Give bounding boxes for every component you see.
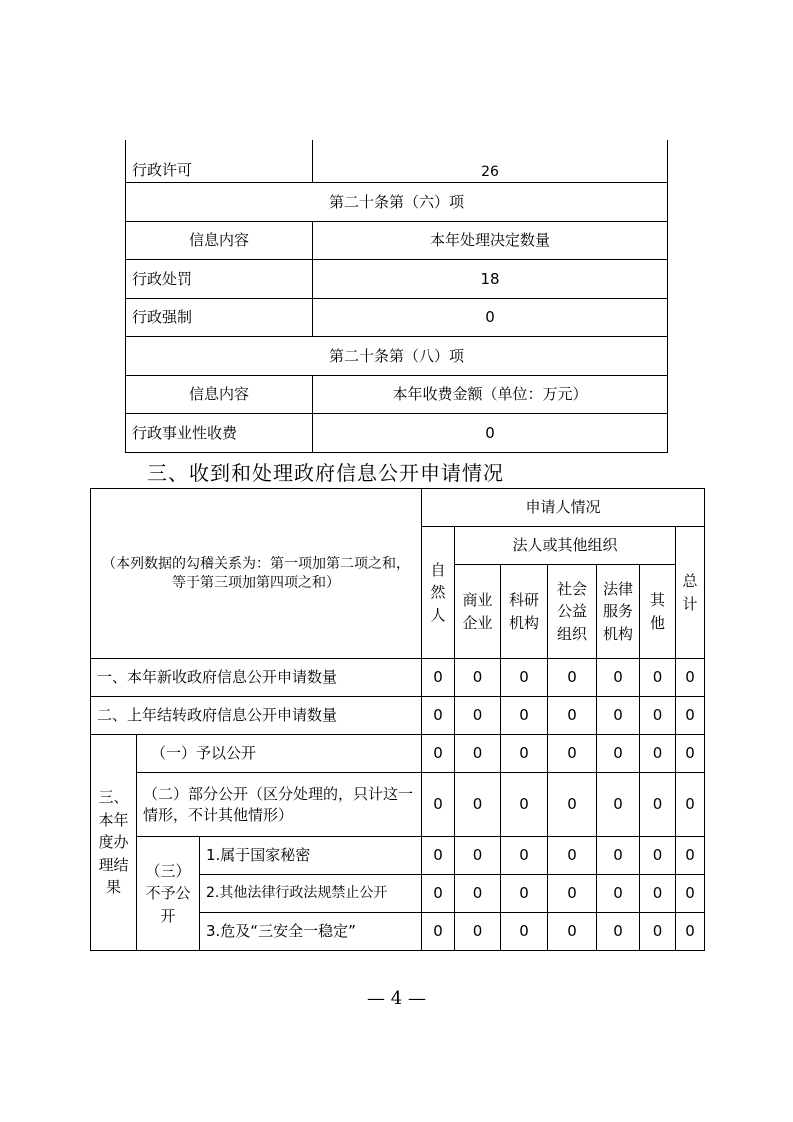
disclosure-table-continued xyxy=(125,140,668,453)
value-cell: 0 xyxy=(422,735,455,773)
value-cell: 0 xyxy=(640,697,676,735)
table-row xyxy=(126,375,668,414)
row-label: 行政强制 xyxy=(126,298,313,337)
application-stats-table xyxy=(90,488,705,951)
value-cell: 0 xyxy=(548,697,597,735)
value-cell: 0 xyxy=(548,773,597,837)
value-cell: 0 xyxy=(597,913,640,951)
col-commercial: 商业企业 xyxy=(455,565,501,659)
table-row xyxy=(126,140,668,183)
legal-entity-header: 法人或其他组织 xyxy=(455,527,676,565)
value-cell: 0 xyxy=(455,697,501,735)
value-cell: 0 xyxy=(422,875,455,913)
col-legal-service: 法律服务机构 xyxy=(597,565,640,659)
row-value: 18 xyxy=(313,260,668,299)
row-label: 一、本年新收政府信息公开申请数量 xyxy=(91,659,422,697)
row-label: （一）予以公开 xyxy=(137,735,422,773)
table-row xyxy=(91,659,705,697)
value-cell: 0 xyxy=(640,875,676,913)
value-cell: 0 xyxy=(597,735,640,773)
value-cell: 0 xyxy=(422,773,455,837)
row-value: 0 xyxy=(313,414,668,453)
value-cell: 0 xyxy=(548,875,597,913)
value-cell: 0 xyxy=(676,697,705,735)
row-label: 行政事业性收费 xyxy=(126,414,313,453)
value-cell: 0 xyxy=(676,773,705,837)
value-cell: 0 xyxy=(640,735,676,773)
total-header: 总计 xyxy=(676,527,705,659)
row-label: 1.属于国家秘密 xyxy=(200,837,422,875)
value-cell: 0 xyxy=(455,773,501,837)
value-cell: 0 xyxy=(501,697,548,735)
row-value: 0 xyxy=(313,298,668,337)
row-label: 2.其他法律行政法规禁止公开 xyxy=(200,875,422,913)
value-cell: 0 xyxy=(597,773,640,837)
column-header: 信息内容 xyxy=(126,375,313,414)
row-label: 行政处罚 xyxy=(126,260,313,299)
value-cell: 0 xyxy=(676,837,705,875)
table-row xyxy=(91,697,705,735)
col-other: 其他 xyxy=(640,565,676,659)
table-row xyxy=(91,773,705,837)
value-cell: 0 xyxy=(455,735,501,773)
row-value: 26 xyxy=(313,140,668,183)
row-label: 二、上年结转政府信息公开申请数量 xyxy=(91,697,422,735)
value-cell: 0 xyxy=(455,659,501,697)
column-header: 本年处理决定数量 xyxy=(313,221,668,260)
value-cell: 0 xyxy=(422,837,455,875)
column-header: 信息内容 xyxy=(126,221,313,260)
table-row xyxy=(91,837,705,875)
section-header: 第二十条第（六）项 xyxy=(126,183,668,222)
value-cell: 0 xyxy=(501,837,548,875)
section-header: 第二十条第（八）项 xyxy=(126,337,668,376)
page-number: — 4 — xyxy=(367,988,426,1009)
value-cell: 0 xyxy=(501,913,548,951)
row-label: 行政许可 xyxy=(126,140,313,183)
value-cell: 0 xyxy=(455,875,501,913)
value-cell: 0 xyxy=(676,659,705,697)
value-cell: 0 xyxy=(501,875,548,913)
table-row xyxy=(126,337,668,376)
value-cell: 0 xyxy=(676,875,705,913)
table-row xyxy=(126,183,668,222)
value-cell: 0 xyxy=(548,837,597,875)
value-cell: 0 xyxy=(422,697,455,735)
value-cell: 0 xyxy=(422,913,455,951)
value-cell: 0 xyxy=(501,773,548,837)
value-cell: 0 xyxy=(597,697,640,735)
section-title: 三、收到和处理政府信息公开申请情况 xyxy=(147,461,504,485)
value-cell: 0 xyxy=(597,659,640,697)
value-cell: 0 xyxy=(640,659,676,697)
table-row xyxy=(91,489,705,527)
note-cell: （本列数据的勾稽关系为：第一项加第二项之和，等于第三项加第四项之和） xyxy=(91,489,422,659)
table-row xyxy=(126,414,668,453)
row-label: （二）部分公开（区分处理的，只计这一情形，不计其他情形） xyxy=(137,773,422,837)
table-row xyxy=(91,735,705,773)
value-cell: 0 xyxy=(640,837,676,875)
value-cell: 0 xyxy=(676,913,705,951)
col-research: 科研机构 xyxy=(501,565,548,659)
value-cell: 0 xyxy=(501,735,548,773)
value-cell: 0 xyxy=(597,875,640,913)
value-cell: 0 xyxy=(676,735,705,773)
row-label: 3.危及“三安全一稳定” xyxy=(200,913,422,951)
value-cell: 0 xyxy=(548,735,597,773)
column-header: 本年收费金额（单位：万元） xyxy=(313,375,668,414)
natural-person-header: 自然人 xyxy=(422,527,455,659)
value-cell: 0 xyxy=(455,837,501,875)
value-cell: 0 xyxy=(640,773,676,837)
value-cell: 0 xyxy=(455,913,501,951)
group3-label: 三、本年度办理结果 xyxy=(91,735,137,951)
value-cell: 0 xyxy=(501,659,548,697)
value-cell: 0 xyxy=(548,659,597,697)
table-row xyxy=(126,221,668,260)
table-row xyxy=(126,260,668,299)
table-row xyxy=(126,298,668,337)
applicant-header: 申请人情况 xyxy=(422,489,705,527)
col-public-welfare: 社会公益组织 xyxy=(548,565,597,659)
value-cell: 0 xyxy=(640,913,676,951)
sub3-label: （三）不予公开 xyxy=(137,837,200,951)
value-cell: 0 xyxy=(548,913,597,951)
value-cell: 0 xyxy=(597,837,640,875)
value-cell: 0 xyxy=(422,659,455,697)
